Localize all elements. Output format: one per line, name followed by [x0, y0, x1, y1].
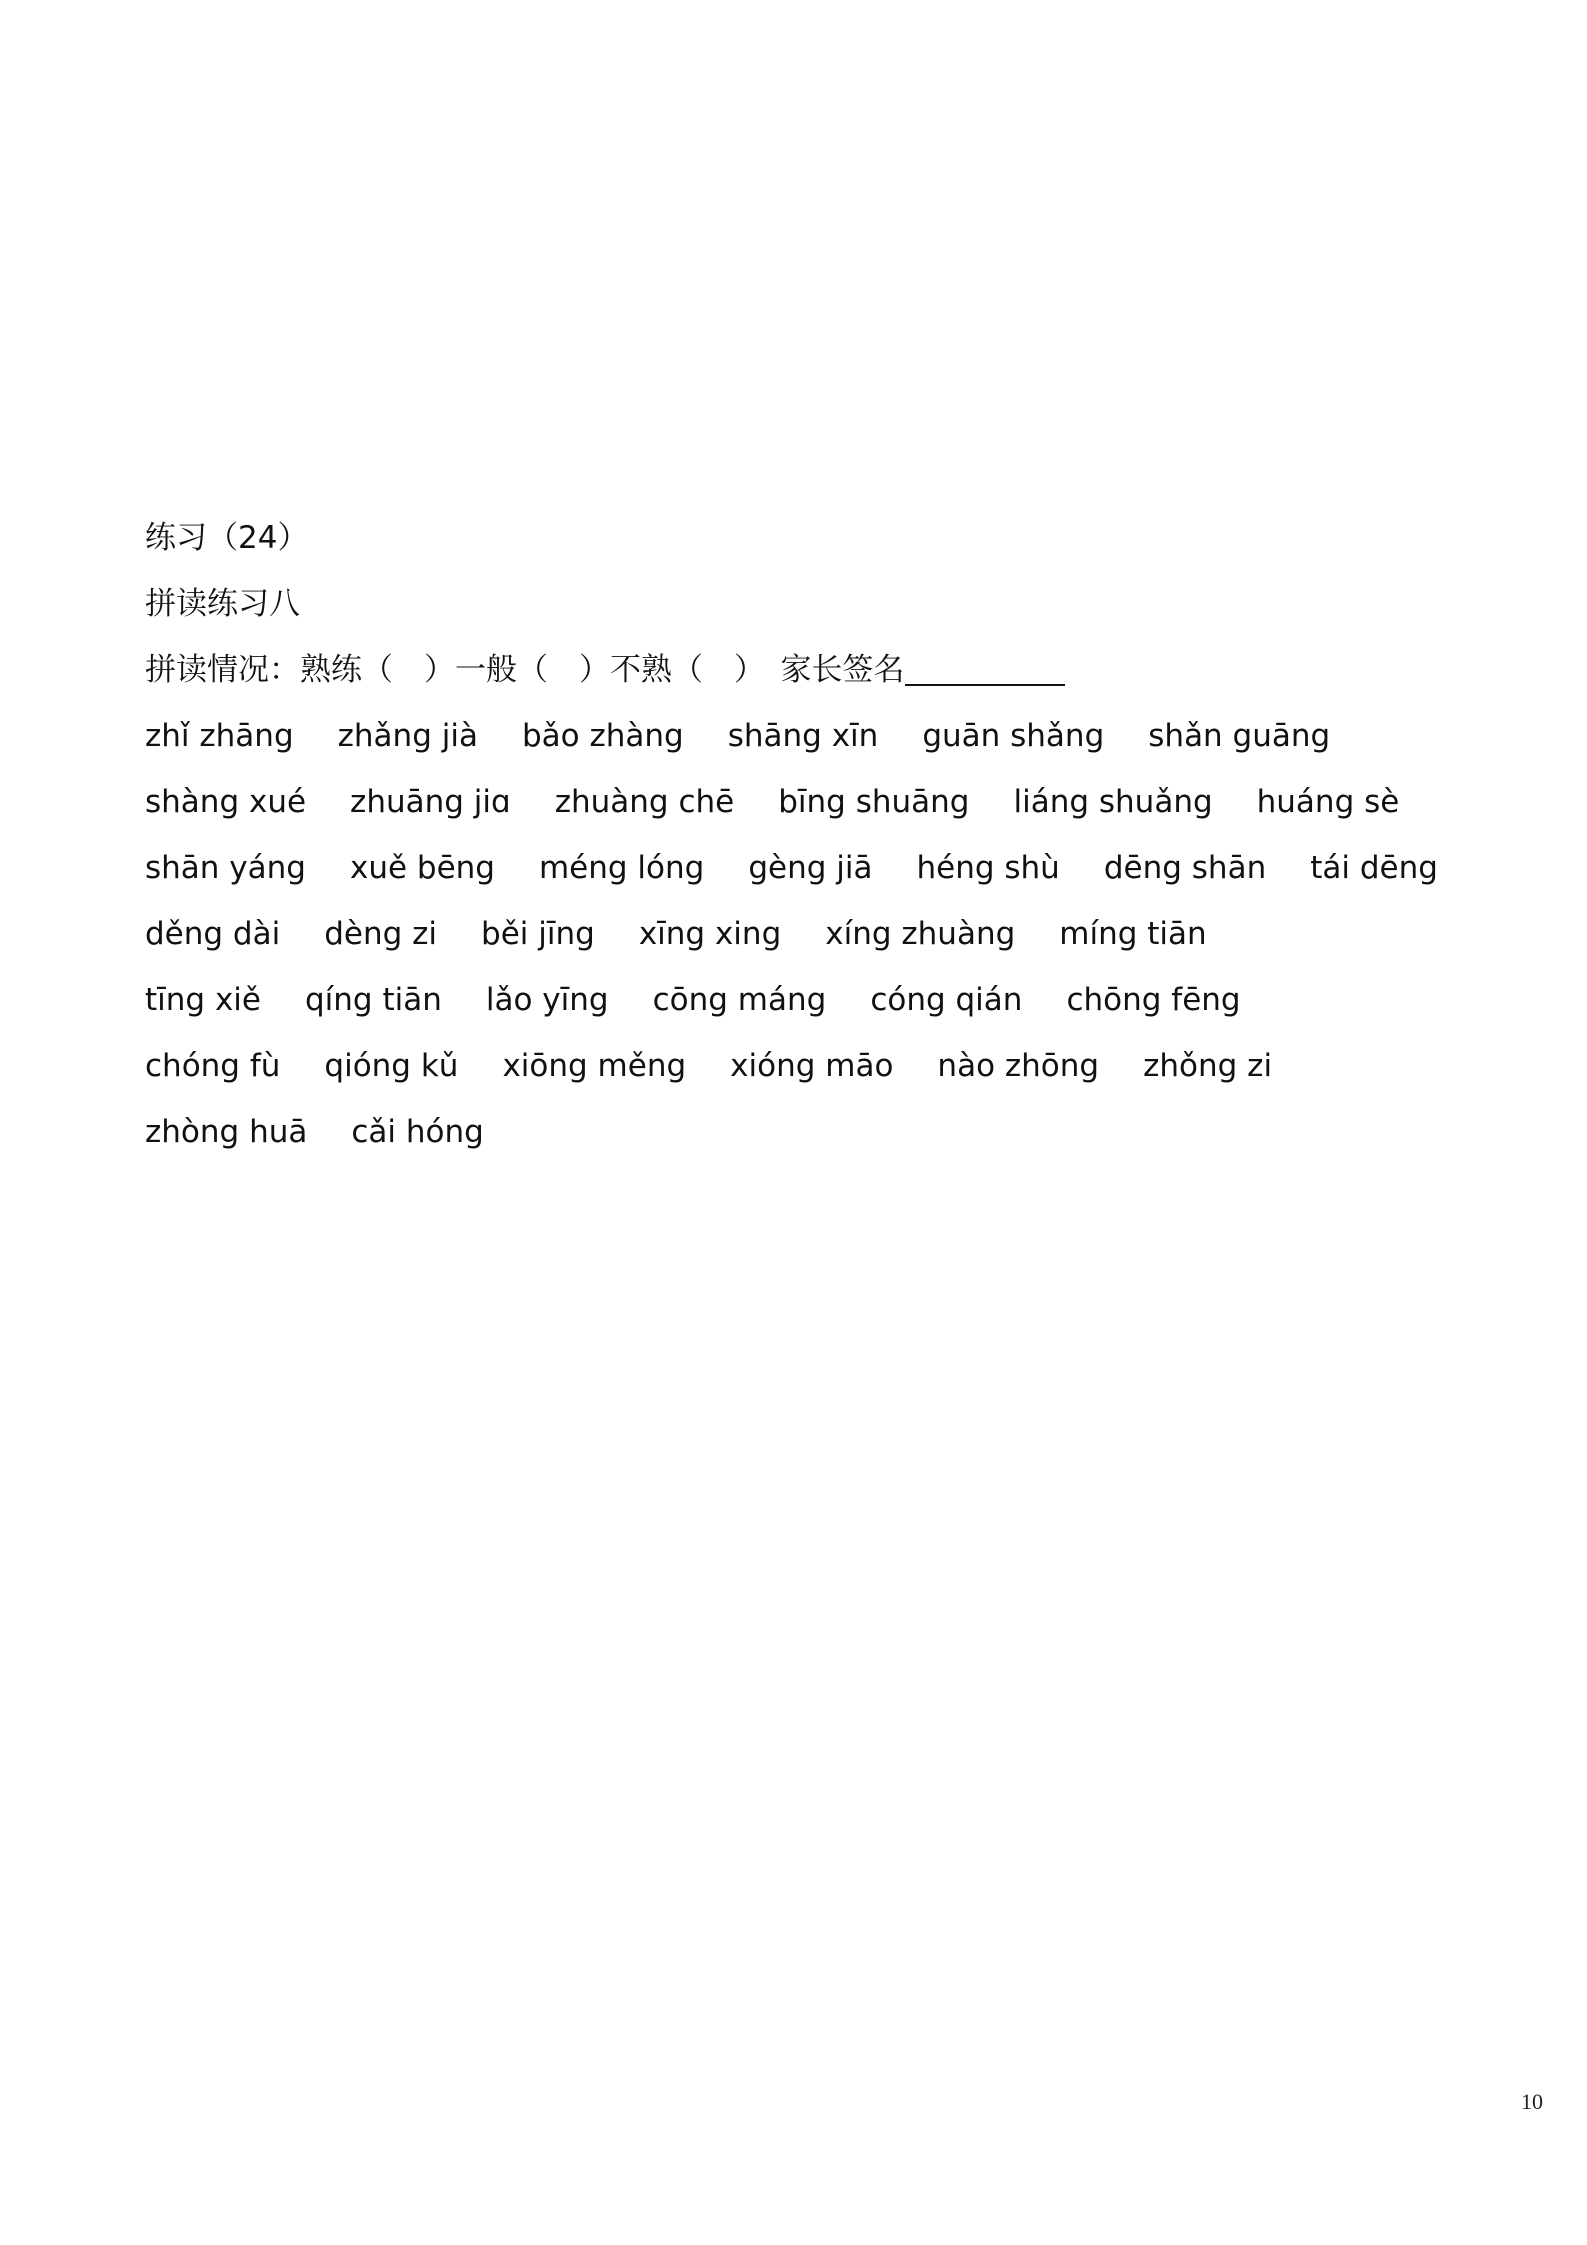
pinyin-row — [145, 1099, 1485, 1165]
pinyin-word: chōng fēng — [1066, 982, 1241, 1018]
pinyin-word: cǎi hóng — [351, 1114, 484, 1150]
pinyin-list — [145, 703, 1485, 1165]
exercise-title: 练习（24） — [145, 520, 309, 556]
pinyin-row — [145, 967, 1485, 1033]
pinyin-word: tái dēng — [1310, 850, 1438, 886]
pinyin-row — [145, 901, 1485, 967]
pinyin-word: qióng kǔ — [324, 1048, 459, 1084]
pinyin-word: héng shù — [916, 850, 1060, 886]
pinyin-word: shàng xué — [145, 784, 307, 820]
pinyin-word: xíng zhuàng — [825, 916, 1016, 952]
pinyin-word: míng tiān — [1059, 916, 1207, 952]
status-text: 拼读情况：熟练（ ）一般（ ）不熟（ ） 家长签名 — [145, 652, 905, 688]
pinyin-word: shǎn guāng — [1148, 718, 1331, 754]
pinyin-word: běi jīng — [481, 916, 595, 952]
pinyin-word: guān shǎng — [922, 718, 1105, 754]
pinyin-word: zhuàng chē — [554, 784, 735, 820]
pinyin-word: huáng sè — [1256, 784, 1400, 820]
pinyin-word: méng lóng — [538, 850, 705, 886]
exercise-content — [145, 505, 1485, 1165]
pinyin-word: xuě bēng — [349, 850, 495, 886]
pinyin-word: dēng shān — [1103, 850, 1267, 886]
pinyin-word: děng dài — [145, 916, 281, 952]
pinyin-word: zhǒng zi — [1143, 1048, 1273, 1084]
pinyin-word: chóng fù — [145, 1048, 281, 1084]
pinyin-word: bǎo zhàng — [521, 718, 684, 754]
status-line — [145, 637, 1485, 703]
pinyin-word: xióng māo — [730, 1048, 894, 1084]
pinyin-word: cōng máng — [652, 982, 827, 1018]
pinyin-word: qíng tiān — [304, 982, 442, 1018]
pinyin-row — [145, 703, 1485, 769]
pinyin-word: zhuāng jiɑ — [350, 784, 511, 820]
pinyin-word: gèng jiā — [748, 850, 873, 886]
pinyin-word: nào zhōng — [937, 1048, 1100, 1084]
pinyin-word: xiōng měng — [502, 1048, 687, 1084]
pinyin-word: zhǐ zhāng — [145, 718, 294, 754]
pinyin-word: liáng shuǎng — [1013, 784, 1213, 820]
pinyin-row — [145, 835, 1485, 901]
pinyin-word: shāng xīn — [727, 718, 879, 754]
pinyin-word: shān yáng — [145, 850, 306, 886]
pinyin-word: xīng xing — [638, 916, 782, 952]
pinyin-word: zhǎng jià — [337, 718, 478, 754]
page-number: 10 — [1521, 2089, 1543, 2114]
pinyin-word: bīng shuāng — [778, 784, 970, 820]
pinyin-row — [145, 769, 1485, 835]
pinyin-word: tīng xiě — [145, 982, 261, 1018]
pinyin-word: dèng zi — [324, 916, 438, 952]
pinyin-word: cóng qián — [870, 982, 1023, 1018]
pinyin-row — [145, 1033, 1485, 1099]
signature-blank — [905, 644, 1065, 686]
section-title: 拼读练习八 — [145, 586, 300, 622]
pinyin-word: lǎo yīng — [485, 982, 609, 1018]
pinyin-word: zhòng huā — [145, 1114, 308, 1150]
